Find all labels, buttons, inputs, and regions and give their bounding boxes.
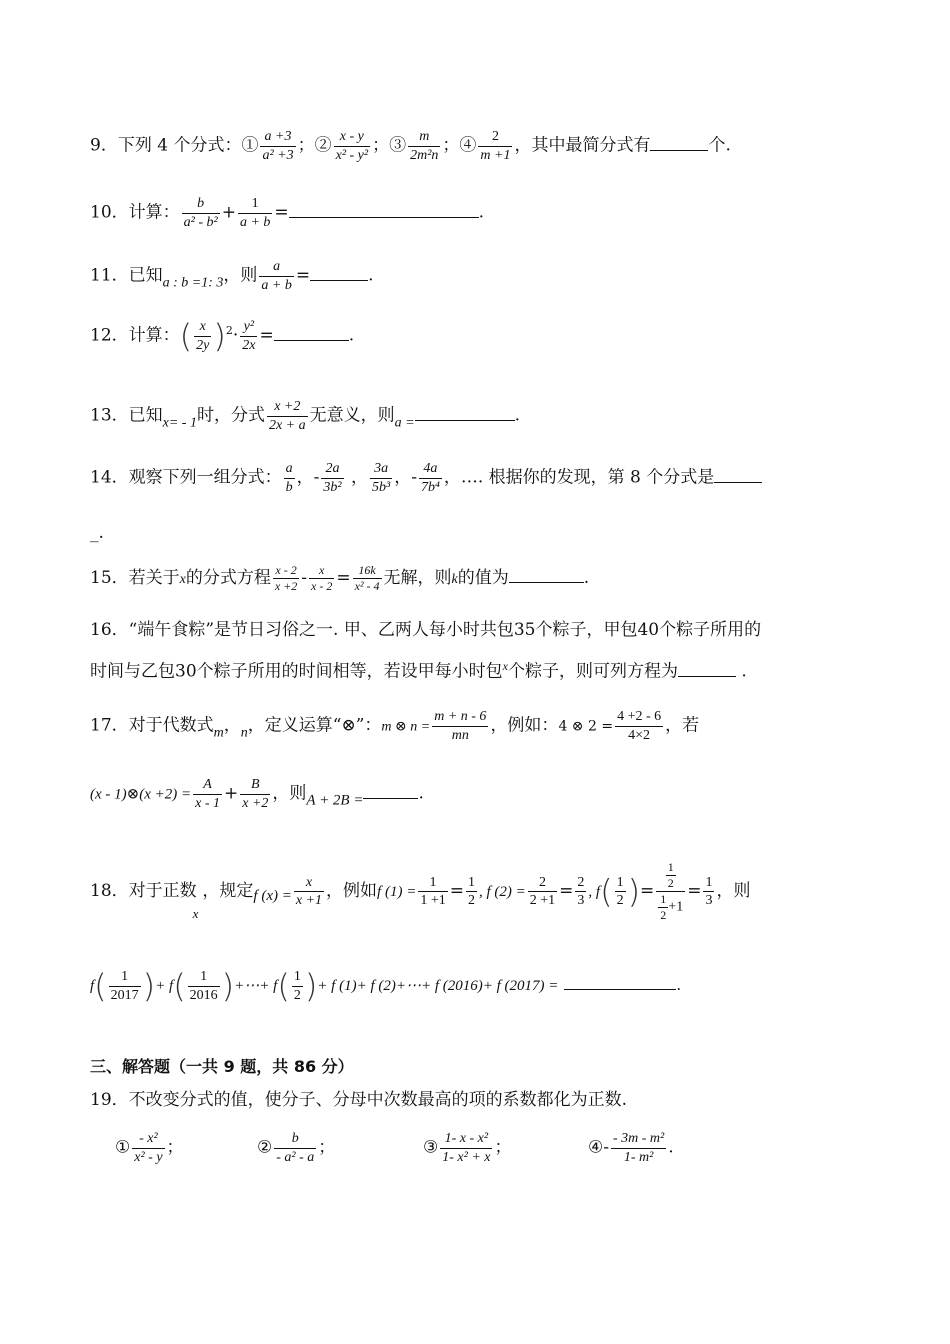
question-16-line2: 时间与乙包30个粽子所用的时间相等，若设甲每小时包$^x$个粽子，则可列方程为 .	[90, 659, 747, 682]
question-17: 17．对于代数式$_m$，$_n$，定义运算“⊗”：m ⊗ n = $\frac{m + n - 6}{mn}$ ，例如：4 ⊗ 2 = $\frac{4 +2 - 6}{4\times 2}$ ，若	[90, 709, 700, 743]
fraction: $\frac{x}{2y}$	[196, 319, 210, 353]
question-11: 11．已知$_{a : b =1: 3}$，则 $\frac{a}{a + b}$ = .	[90, 259, 374, 293]
fraction: $\frac{x - y}{\text{x² - y²}}$	[335, 129, 369, 163]
question-17-line2: (x - 1)⊗(x +2) = $\frac{A}{x - 1}$ + $\frac{B}{x +2}$ ，则A + 2B = .	[90, 777, 424, 811]
fraction: $\frac{b}{\text{- a² - a}}$	[276, 1131, 315, 1165]
q19-item-4: ④- $\frac{\text{- 3m - m²}}{\text{1- m²}}$ .	[588, 1131, 674, 1165]
q19-item-1: ① $\frac{\text{- x²}}{\text{x² - y}}$ ；	[115, 1131, 184, 1165]
section-title: 三、解答题（一共 9 题，共 86 分）	[90, 1057, 354, 1076]
answer-blank[interactable]	[650, 150, 708, 151]
fraction: $\frac{\text{1- x - x²}}{\text{1- x² + x}}$	[442, 1131, 491, 1165]
compound-fraction: $\frac{1}{2}$ $\frac{1}{2}$ +1	[656, 860, 685, 923]
fraction: $\frac{a}{a + b}$	[261, 259, 292, 293]
answer-blank[interactable]	[564, 989, 676, 990]
question-15: 15．若关于x的分式方程 $\frac{x - 2}{x +2}$ - $\frac{x}{x - 2}$ = $\frac{16k}{\text{x² - 4}}$ 无解，则k的值为 .	[90, 563, 590, 593]
fraction: $\frac{1}{1 +1}$	[420, 874, 446, 908]
answer-blank[interactable]	[714, 482, 762, 483]
answer-blank[interactable]	[678, 676, 736, 677]
fraction: $\frac{x +2}{2x + a}$	[268, 399, 306, 433]
q19-item-2: ② $\frac{b}{\text{- a² - a}}$ ；	[257, 1131, 336, 1165]
q-number: 9．	[90, 135, 118, 156]
answer-blank[interactable]	[509, 582, 584, 583]
question-18: 18．对于正数$_x$，规定f (x) = $\frac{x}{x +1}$ ，例如f (1) = $\frac{1}{1 +1}$ = $\frac{1}{2}$ , f (2) = $\frac{2}{2 +1}$ = $\frac{2}{3}$ , f( $\frac{1}{2}$ )= $\frac{1}{2}$ $\frac{1}{2}$ +1 = $\frac{1}{3}$ ，则	[90, 860, 751, 922]
fraction: $\frac{1}{3}$	[705, 874, 713, 908]
question-18-line2: f( $\frac{1}{2017}$ )+ f( $\frac{1}{2016}$ )+⋯+ f( $\frac{1}{2}$ )+ f (1)+ f (2)+⋯+ f (2016)+ f (2017) = .	[90, 967, 682, 1005]
answer-blank[interactable]	[310, 280, 368, 281]
fraction: $\frac{4 +2 - 6}{4\times 2}$	[617, 709, 662, 743]
question-10: 10．计算： $\frac{b}{\text{a² - b²}}$ + $\frac{1}{a + b}$ = .	[90, 196, 485, 230]
question-12: 12．计算：( $\frac{x}{2y}$ )$^2$· $\frac{\text{y²}}{2x}$ = .	[90, 317, 355, 355]
fraction: $\frac{a}{b}$	[285, 461, 293, 495]
fraction: $\frac{\text{y²}}{2x}$	[242, 319, 256, 353]
fraction: $\frac{4a}{\text{7b⁴}}$	[420, 461, 440, 495]
fraction: $\frac{x - 2}{x +2}$	[274, 563, 298, 593]
fraction: $\frac{2}{2 +1}$	[529, 874, 556, 908]
fraction: $\frac{1}{2016}$	[189, 969, 218, 1003]
fraction: $\frac{B}{x +2}$	[242, 777, 269, 811]
answer-blank[interactable]	[415, 420, 515, 421]
question-16: 16．“端午食粽”是节日习俗之一. 甲、乙两人每小时共包35个粽子，甲包40个粽子所用的	[90, 620, 762, 640]
fraction: $\frac{A}{x - 1}$	[195, 777, 220, 811]
question-9: 9．下列 4 个分式：① $\frac{a +3}{\text{a² +3}}$ ；② $\frac{x - y}{\text{x² - y²}}$ ；③ $\frac{m}{\text{2m²n}}$ ；④ $\frac{2}{m +1}$ ，其中最简分式有 个.	[90, 129, 731, 163]
fraction: $\frac{2a}{\text{3b²}}$	[323, 461, 342, 495]
fraction: $\frac{b}{\text{a² - b²}}$	[183, 196, 218, 230]
q19-item-3: ③ $\frac{\text{1- x - x²}}{\text{1- x² + x}}$ ；	[423, 1131, 512, 1165]
fraction: $\frac{1}{a + b}$	[239, 196, 271, 230]
answer-blank[interactable]	[274, 340, 349, 341]
fraction: $\frac{m + n - 6}{mn}$	[434, 709, 487, 743]
fraction: $\frac{1}{2}$	[293, 969, 301, 1003]
fraction: $\frac{x}{x +1}$	[295, 874, 323, 908]
question-14-tail: _.	[90, 523, 104, 543]
fraction: $\frac{2}{m +1}$	[480, 129, 511, 163]
fraction: $\frac{1}{2}$	[467, 874, 475, 908]
fraction: $\frac{\text{- x²}}{\text{x² - y}}$	[134, 1131, 163, 1165]
answer-blank[interactable]	[289, 217, 479, 218]
question-13: 13．已知$_{x= - 1}$时，分式 $\frac{x +2}{2x + a}$ 无意义，则$_{a =}$ .	[90, 399, 520, 433]
fraction: $\frac{x}{x - 2}$	[311, 563, 333, 593]
fraction: $\frac{3a}{\text{5b³}}$	[372, 461, 391, 495]
fraction: $\frac{16k}{\text{x² - 4}}$	[354, 563, 380, 593]
fraction: $\frac{a +3}{\text{a² +3}}$	[262, 129, 294, 163]
question-14: 14．观察下列一组分式： $\frac{a}{b}$ ，- $\frac{2a}{\text{3b²}}$ ， $\frac{3a}{\text{5b³}}$ ，- $\frac{4a}{\text{7b⁴}}$ ，…. 根据你的发现，第 8 个分式是	[90, 460, 762, 496]
fraction: $\frac{1}{2}$	[616, 874, 624, 908]
fraction: $\frac{2}{3}$	[577, 874, 585, 908]
answer-blank[interactable]	[363, 798, 418, 799]
q-text: 下列 4 个分式：	[117, 135, 242, 156]
fraction: $\frac{1}{2017}$	[110, 969, 139, 1003]
fraction: $\frac{m}{\text{2m²n}}$	[410, 129, 439, 163]
question-19: 19．不改变分式的值，使分子、分母中次数最高的项的系数都化为正数.	[90, 1090, 628, 1110]
fraction: $\frac{\text{- 3m - m²}}{\text{1- m²}}$	[613, 1131, 665, 1165]
